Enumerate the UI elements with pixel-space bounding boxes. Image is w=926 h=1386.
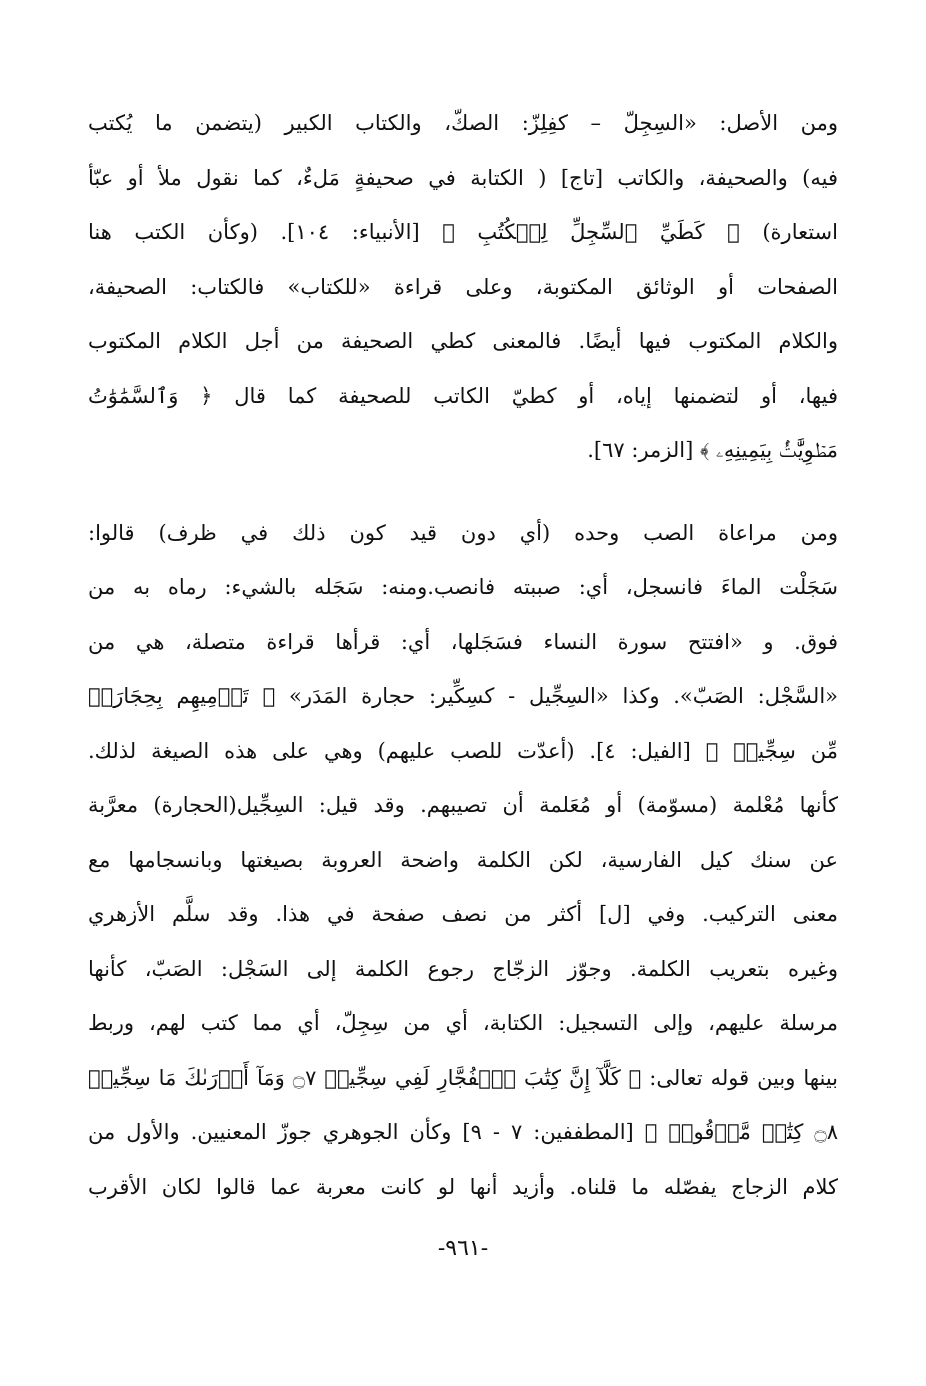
text-line: مرسلة عليهم، وإلى التسجيل: الكتابة، أي من سِجِلّ، أي مما كتب لهم، وربط <box>88 1011 838 1035</box>
page-number: -٩٦١- <box>437 1236 489 1261</box>
paragraph-gap <box>88 478 838 506</box>
text-line: وغيره بتعريب الكلمة. وجوّز الزجّاج رجوع الكلمة إلى السَجْل: الصَبّ، كأنها <box>88 956 838 981</box>
paragraph-1 <box>88 96 838 478</box>
text-line: ومن الأصل: «السِجِلّ – كفِلِزّ: الصكّ، والكتاب الكبير (يتضمن ما يُكتب <box>88 111 838 135</box>
text-line: معنى التركيب. وفي [ل] أكثر من نصف صفحة في هذا. وقد سلَّم الأزهري <box>88 902 838 926</box>
text-line: فيه) والصحيفة، والكاتب [تاج] ( الكتابة في صحيفةٍ مَلءٌ، كما نقول ملأ أو عبّأ <box>88 165 838 190</box>
text-line: عن سنك كيل الفارسية، لكن الكلمة واضحة العروبة بصيغتها وبانسجامها مع <box>88 847 838 872</box>
text-line: بينها وبين قوله تعالى: ﴿ كَلَّآ إِنَّ كِتَٰبَ ٱلۡفُجَّارِ لَفِي سِجِّينٖ ۝٧ وَمَآ أَدۡرَىٰكَ مَا سِجِّينٞ <box>88 1065 838 1090</box>
text-line: ۝٨ كِتَٰبٞ مَّرۡقُومٞ ﴾ [المطففين: ٧ - ٩] وكأن الجوهري جوزّ المعنيين. والأول من <box>88 1120 838 1144</box>
text-line: استعارة) ﴿ كَطَيِّ ٱلسِّجِلِّ لِلۡكُتُبِ ﴾ [الأنبياء: ١٠٤]. (وكأن الكتب هنا <box>88 220 838 244</box>
text-line: فيها، أو لتضمنها إياه، أو كطيّ الكاتب للصحيفة كما قال ﴿ وَٱلسَّمَٰوَٰتُ <box>88 383 838 408</box>
text-line: والكلام المكتوب فيها أيضًا. فالمعنى كطي الصحيفة من أجل الكلام المكتوب <box>88 329 838 353</box>
paragraph-2 <box>88 506 838 1215</box>
text-line: كلام الزجاج يفصّله ما قلناه. وأزيد أنها لو كانت معربة عما قالوا لكان الأقرب <box>88 1174 838 1199</box>
text-line: فوق. و «افتتح سورة النساء فسَجَلها، أي: قرأها قراءة متصلة، هي من <box>88 629 838 654</box>
text-line: مِّن سِجِّيلٖ ﴾ [الفيل: ٤]. (أعدّت للصب عليهم) وهي على هذه الصيغة لذلك. <box>88 738 838 763</box>
text-line: «السَّجْل: الصَبّ». وكذا «السِجِّيل - كسِكِّير: حجارة المَدَر» ﴿ تَرۡمِيهِم بِحِجَارَةٖ <box>88 684 838 708</box>
text-line: ومن مراعاة الصب وحده (أي دون قيد كون ذلك في ظرف) قالوا: <box>88 520 838 545</box>
text-line: كأنها مُعْلمة (مسوّمة) أو مُعَلمة أن تصيبهم. وقد قيل: السِجِّيل(الحجارة) معرَّبة <box>88 793 838 817</box>
text-line: الصفحات أو الوثائق المكتوبة، وعلى قراءة «للكتاب» فالكتاب: الصحيفة، <box>88 274 838 299</box>
text-line: سَجَلْت الماءَ فانسجل، أي: صببته فانصب.ومنه: سَجَله بالشيء: رماه به من <box>88 575 838 599</box>
text-line: مَطۡوِيَّٰتُۢ بِيَمِينِهِۦ ﴾ [الزمر: ٦٧]. <box>587 438 838 462</box>
